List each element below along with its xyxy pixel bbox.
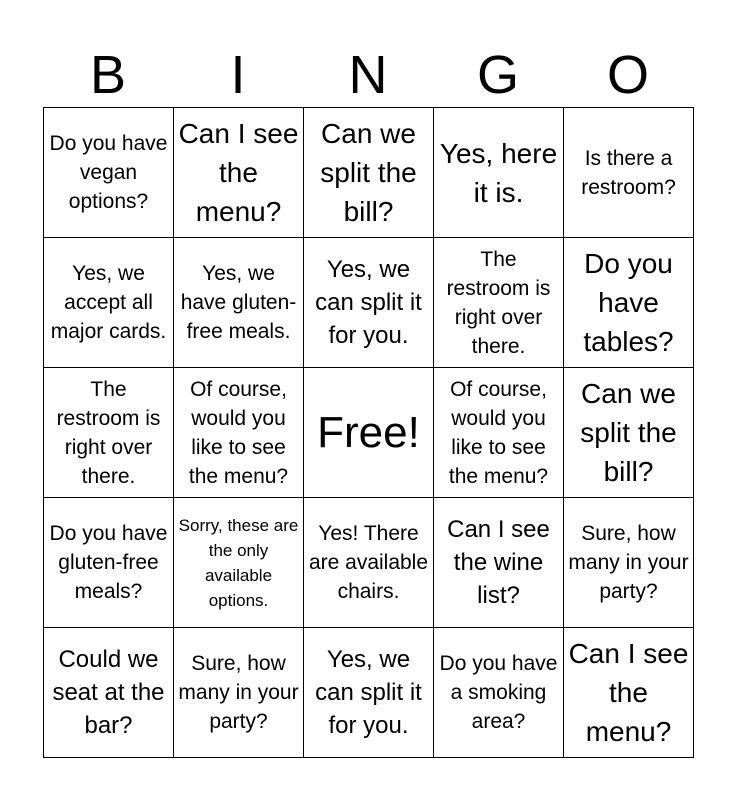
header-letter-g: G xyxy=(476,45,519,105)
bingo-cell[interactable] xyxy=(304,108,434,238)
bingo-cell[interactable] xyxy=(174,238,304,368)
cell-text: Can we split the bill? xyxy=(320,118,417,227)
cell-text: Do you have a smoking area? xyxy=(439,652,558,733)
bingo-cell[interactable] xyxy=(174,628,304,758)
cell-text: Of course, would you like to see the menu? xyxy=(188,377,289,488)
cell-text: Can I see the menu? xyxy=(178,118,299,227)
cell-text: Yes, here it is. xyxy=(439,137,558,208)
bingo-cell[interactable] xyxy=(434,498,564,628)
cell-text: Of course, would you like to see the menu? xyxy=(448,377,549,488)
cell-text: Yes, we accept all major cards. xyxy=(50,262,167,343)
bingo-cell[interactable] xyxy=(434,238,564,368)
bingo-cell[interactable] xyxy=(564,238,694,368)
header-letter-i: I xyxy=(230,45,246,105)
cell-text: Do you have vegan options? xyxy=(49,132,168,213)
bingo-cell[interactable] xyxy=(44,238,174,368)
cell-text: Do you have tables? xyxy=(583,248,674,357)
cell-text: Sure, how many in your party? xyxy=(568,522,689,603)
cell-text: The restroom is right over there. xyxy=(56,377,161,488)
bingo-cell[interactable] xyxy=(44,368,174,498)
free-space-text: Free! xyxy=(317,407,420,457)
header-letter-o: O xyxy=(606,45,649,105)
cell-text: Yes, we can split it for you. xyxy=(315,256,422,349)
cell-text: Could we seat at the bar? xyxy=(52,646,165,739)
bingo-cell[interactable] xyxy=(564,368,694,498)
bingo-cell[interactable] xyxy=(44,108,174,238)
bingo-cell[interactable] xyxy=(564,498,694,628)
header-letter-n: N xyxy=(348,45,388,105)
bingo-grid xyxy=(43,107,694,758)
cell-text: Yes! There are available chairs. xyxy=(308,522,429,603)
cell-text: Is there a restroom? xyxy=(581,146,676,199)
bingo-cell[interactable] xyxy=(434,108,564,238)
bingo-cell[interactable] xyxy=(174,368,304,498)
bingo-cell-free[interactable] xyxy=(304,368,434,498)
cell-text: Can we split the bill? xyxy=(580,378,677,487)
cell-text: Sorry, these are the only available options. xyxy=(178,515,299,610)
bingo-cell[interactable] xyxy=(564,108,694,238)
cell-text: Sure, how many in your party? xyxy=(178,652,299,733)
bingo-cell[interactable] xyxy=(44,628,174,758)
bingo-cell[interactable] xyxy=(434,368,564,498)
bingo-cell[interactable] xyxy=(564,628,694,758)
header-letter-b: B xyxy=(89,45,127,105)
bingo-cell[interactable] xyxy=(174,108,304,238)
bingo-cell[interactable] xyxy=(304,498,434,628)
bingo-cell[interactable] xyxy=(434,628,564,758)
cell-text: Can I see the menu? xyxy=(568,638,689,747)
bingo-cell[interactable] xyxy=(44,498,174,628)
cell-text: Can I see the wine list? xyxy=(447,516,550,609)
bingo-cell[interactable] xyxy=(174,498,304,628)
cell-text: Yes, we have gluten-free meals. xyxy=(180,262,297,343)
bingo-cell[interactable] xyxy=(304,628,434,758)
cell-text: The restroom is right over there. xyxy=(446,247,551,358)
cell-text: Yes, we can split it for you. xyxy=(315,646,422,739)
bingo-header xyxy=(43,44,693,106)
cell-text: Do you have gluten-free meals? xyxy=(49,522,168,603)
bingo-cell[interactable] xyxy=(304,238,434,368)
